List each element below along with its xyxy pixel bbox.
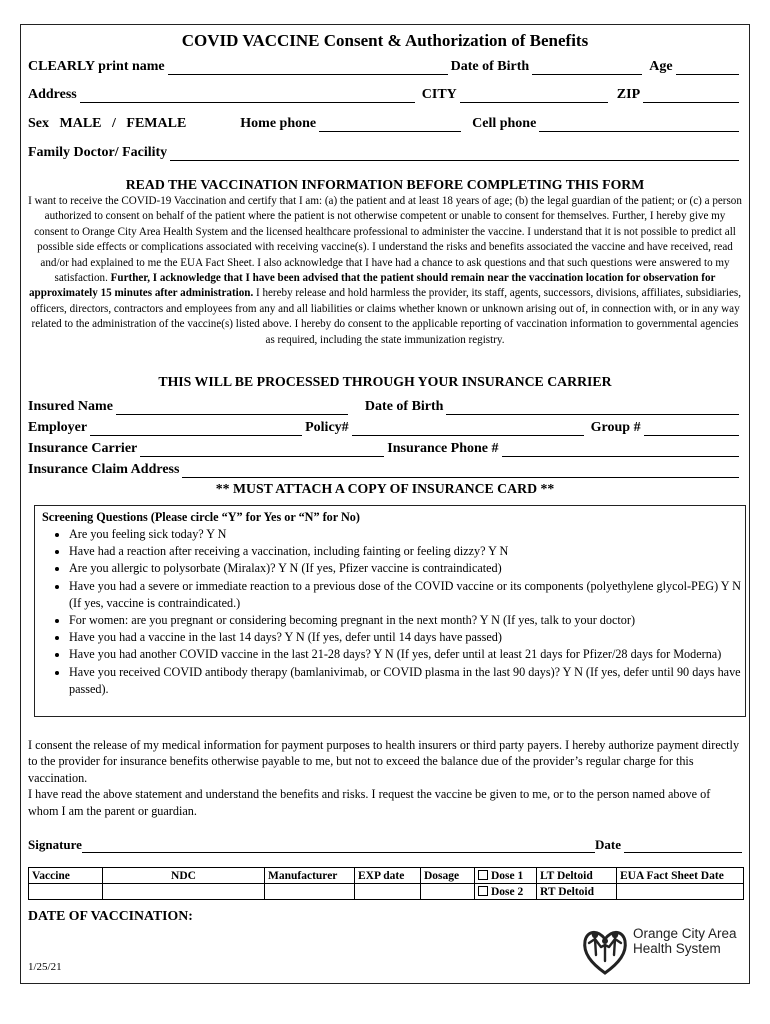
dose1-cell[interactable] <box>475 868 537 884</box>
consent-release-text: I consent the release of my medical information for payment purposes to health insurers or third party payers. I hereby authorize payment directly to the provider for insurance benefits otherwise payable to me, but not to exceed the balance due of the provider’s regular charge for this vaccination. <box>28 738 740 785</box>
exp-date-cell[interactable] <box>355 884 421 900</box>
doctor-row <box>28 145 742 161</box>
name-label: CLEARLY print name <box>28 59 165 74</box>
city-field[interactable] <box>460 90 608 103</box>
consent-statement <box>27 194 743 348</box>
dob-label: Date of Birth <box>450 59 530 74</box>
form-title: COVID VACCINE Consent & Authorization of Benefits <box>181 31 589 50</box>
screening-question[interactable]: • Have you received COVID antibody therapy (bamlanivimab, or COVID plasma in the last 90 days)? Y N (If yes, defer until 90 days have passed). <box>69 664 749 698</box>
logo-line1: Orange City Area <box>633 926 737 941</box>
carrier-row <box>28 441 742 457</box>
name-row <box>28 59 742 75</box>
vaccine-table-header <box>29 868 744 884</box>
insured-dob-field[interactable] <box>446 402 739 415</box>
dose2-cell[interactable] <box>475 884 537 900</box>
address-label: Address <box>28 87 77 102</box>
ndc-header: NDC <box>103 868 265 884</box>
signature-field[interactable] <box>82 840 595 853</box>
insurance-heading: THIS WILL BE PROCESSED THROUGH YOUR INSURANCE CARRIER <box>158 374 612 389</box>
claim-address-label: Insurance Claim Address <box>28 462 180 477</box>
organization-logo <box>581 921 751 977</box>
group-label: Group # <box>590 420 641 435</box>
screening-question[interactable]: • Have you had a severe or immediate reaction to a previous dose of the COVID vaccine or its components (polyethylene glycol-PEG) Y N (If yes, vaccine is contraindicated.) <box>69 578 749 612</box>
doctor-label: Family Doctor/ Facility <box>28 145 168 160</box>
age-field[interactable] <box>676 62 739 75</box>
date-of-vaccination-label: DATE OF VACCINATION: <box>28 908 193 923</box>
doctor-field[interactable] <box>170 148 739 161</box>
employer-label: Employer <box>28 420 88 435</box>
eua-date-cell[interactable] <box>617 884 744 900</box>
group-field[interactable] <box>644 423 739 436</box>
city-label: CITY <box>421 87 457 102</box>
eua-date-header: EUA Fact Sheet Date <box>617 868 744 884</box>
dose2-checkbox[interactable] <box>478 886 488 896</box>
zip-label: ZIP <box>616 87 641 102</box>
carrier-field[interactable] <box>140 444 384 457</box>
insured-dob-label: Date of Birth <box>364 399 444 414</box>
screening-list <box>55 526 749 698</box>
address-field[interactable] <box>80 90 415 103</box>
policy-label: Policy# <box>305 420 349 435</box>
signature-label: Signature <box>28 837 82 852</box>
date-field[interactable] <box>624 840 742 853</box>
address-row <box>28 87 742 103</box>
family-heart-icon <box>581 921 631 977</box>
insurance-phone-field[interactable] <box>502 444 740 457</box>
home-phone-field[interactable] <box>319 119 461 132</box>
age-label: Age <box>649 59 673 74</box>
signature-row <box>28 837 742 853</box>
sex-label[interactable]: Sex MALE / FEMALE <box>28 116 187 131</box>
read-heading: READ THE VACCINATION INFORMATION BEFORE COMPLETING THIS FORM <box>125 177 645 192</box>
cell-phone-label: Cell phone <box>472 116 537 131</box>
statement-bold: Further, I acknowledge that I have been advised that the patient should remain near the vaccination location for observation for approximately 15 minutes after administration. <box>28 272 716 300</box>
vaccine-cell[interactable] <box>29 884 103 900</box>
zip-field[interactable] <box>643 90 739 103</box>
statement-part2: I hereby release and hold harmless the provider, its staff, agents, successors, divisions, affiliates, subsidiaries, officers, directors, contractors and employees from any and all liabilities or claims whether known or unknown arising out of, in connection with, or in any way related to the administration of the vaccine(s) listed above. I hereby do consent to the applicable reporting of vaccination information to governmental agencies as required, including the state immunization registry. <box>30 287 741 346</box>
carrier-label: Insurance Carrier <box>28 441 138 456</box>
dose1-label: Dose 1 <box>491 869 524 882</box>
screening-box <box>34 505 746 717</box>
cell-phone-field[interactable] <box>539 119 739 132</box>
consent-form-page <box>20 24 750 984</box>
consent-request-text: I have read the above statement and understand the benefits and risks. I request the vaccine be given to me, or to the person named above of whom I am the parent or guardian. <box>28 787 711 818</box>
screening-question[interactable]: • Are you feeling sick today? Y N <box>69 526 749 543</box>
employer-field[interactable] <box>90 423 302 436</box>
screening-heading: Screening Questions (Please circle “Y” for Yes or “N” for No) <box>42 510 360 524</box>
screening-question[interactable]: • Are you allergic to polysorbate (Miralax)? Y N (If yes, Pfizer vaccine is contraindicated) <box>69 560 749 577</box>
vaccine-header: Vaccine <box>29 868 103 884</box>
claim-address-field[interactable] <box>182 465 739 478</box>
form-revision-date: 1/25/21 <box>28 961 62 973</box>
insurance-phone-label: Insurance Phone # <box>387 441 499 456</box>
policy-field[interactable] <box>352 423 584 436</box>
screening-question[interactable]: • Have you had another COVID vaccine in the last 21-28 days? Y N (If yes, defer until at least 21 days for Pfizer/28 days for Moderna) <box>69 646 749 663</box>
rt-deltoid-cell[interactable]: RT Deltoid <box>537 884 617 900</box>
vaccine-table-row <box>29 884 744 900</box>
dose1-checkbox[interactable] <box>478 870 488 880</box>
logo-line2: Health System <box>633 940 721 956</box>
dosage-header: Dosage <box>421 868 475 884</box>
date-label: Date <box>595 837 621 852</box>
attach-card-note: ** MUST ATTACH A COPY OF INSURANCE CARD ** <box>215 481 555 496</box>
lt-deltoid-cell[interactable]: LT Deltoid <box>537 868 617 884</box>
insured-name-field[interactable] <box>116 402 348 415</box>
manufacturer-cell[interactable] <box>265 884 355 900</box>
name-field[interactable] <box>168 62 448 75</box>
dosage-cell[interactable] <box>421 884 475 900</box>
claim-address-row <box>28 462 742 478</box>
logo-text <box>633 927 737 956</box>
insured-name-label: Insured Name <box>28 399 113 414</box>
manufacturer-header: Manufacturer <box>265 868 355 884</box>
insured-row <box>28 399 742 415</box>
exp-date-header: EXP date <box>355 868 421 884</box>
ndc-cell[interactable] <box>103 884 265 900</box>
screening-question[interactable]: • Have you had a vaccine in the last 14 days? Y N (If yes, defer until 14 days have passed) <box>69 629 749 646</box>
screening-question[interactable]: • Have had a reaction after receiving a vaccination, including fainting or feeling dizzy? Y N <box>69 543 749 560</box>
screening-question[interactable]: • For women: are you pregnant or considering becoming pregnant in the next month? Y N (If yes, talk to your doctor) <box>69 612 749 629</box>
dob-field[interactable] <box>532 62 642 75</box>
home-phone-label: Home phone <box>240 116 317 131</box>
vaccine-table <box>28 867 744 900</box>
sex-phone-row <box>28 116 742 132</box>
statement-part1: I want to receive the COVID-19 Vaccination and certify that I am: (a) the patient and at least 18 years of age; (b) the legal guardian of the patient; or (c) a person authorized to consent on behalf of the patient where the patient is not otherwise competent or unable to consent for themselves. Further, I hereby give my consent to Orange City Area Health System and the licensed healthcare professional to administer the vaccine. I understand that it is not possible to predict all possible side effects or complications associated with receiving vaccine(s). I understand the risks and benefits associated the vaccine and have received, read and/or had explained to me the EUA Fact Sheet. I also acknowledge that I have had a chance to ask questions and that such questions were answered to my satisfaction. <box>28 195 742 285</box>
employer-row <box>28 420 742 436</box>
consent-release-block <box>28 737 743 819</box>
dose2-label: Dose 2 <box>491 885 524 898</box>
